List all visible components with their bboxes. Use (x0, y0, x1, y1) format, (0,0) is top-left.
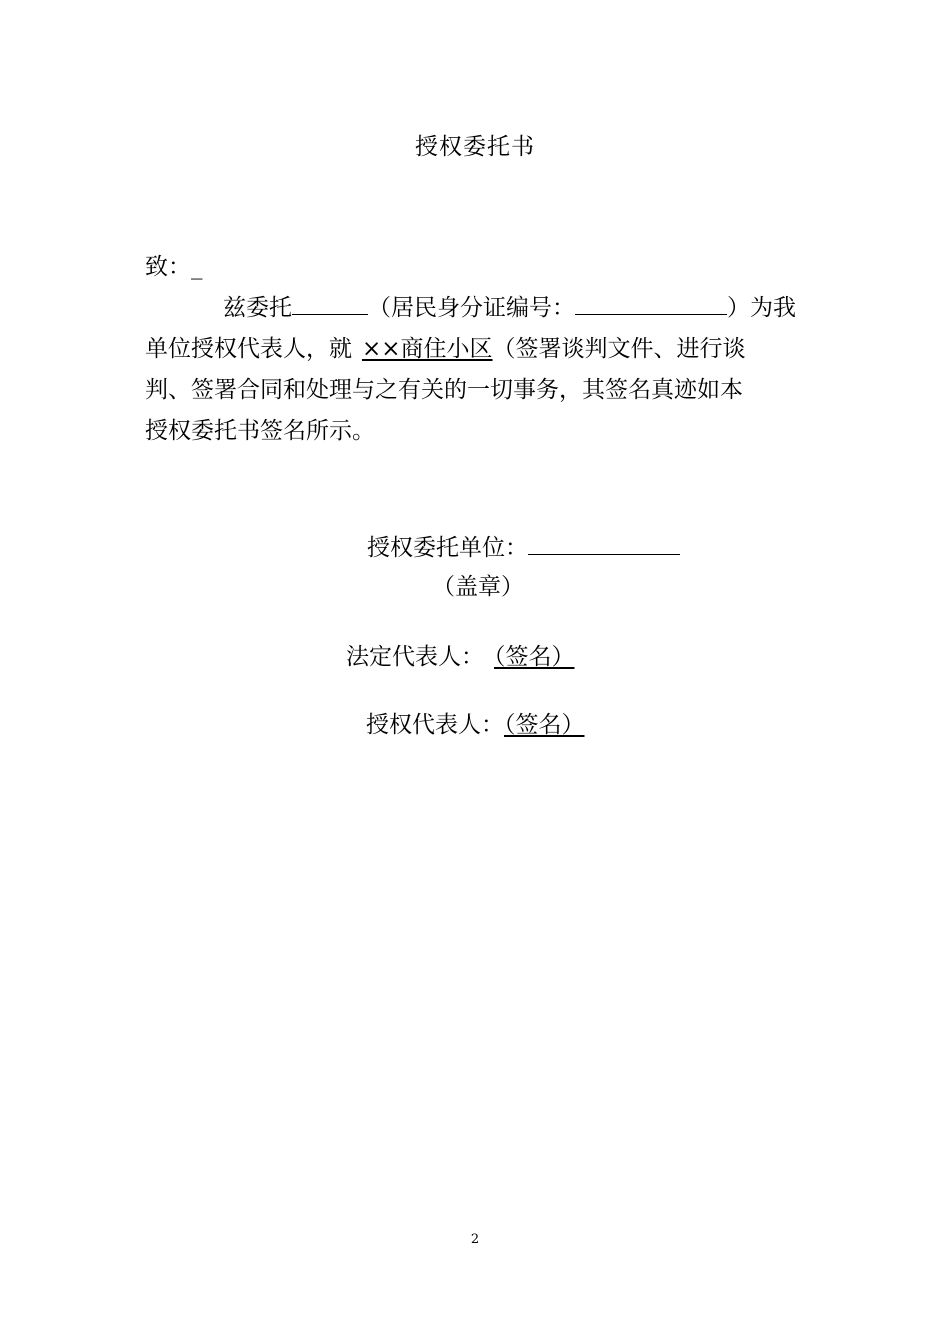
trustee-name-blank (292, 292, 368, 315)
authorized-representative-line (366, 706, 593, 739)
legal-representative-signature: （签名） (494, 644, 575, 670)
document-title: 授权委托书 (415, 134, 535, 160)
paragraph-line-2 (145, 329, 807, 370)
id-number-blank (575, 292, 727, 315)
authorized-representative-label: 授权代表人： (366, 712, 504, 738)
addressee-blank: _ (191, 254, 203, 280)
seal-note: （盖章） (432, 574, 524, 600)
legal-representative-line (346, 638, 657, 671)
authorized-representative-signature: （签名） (504, 712, 585, 738)
paragraph-line-4: 授权委托书签名所示。 (145, 418, 375, 444)
paragraph-text-1c: ）为我 (727, 295, 796, 321)
addressee-label: 致： (145, 254, 191, 280)
paragraph-text-2c: （签署谈判文件、进行谈 (492, 336, 746, 362)
id-number-label: （居民身分证编号： (368, 295, 575, 321)
authorizing-unit-blank (528, 532, 680, 555)
letter-body (145, 247, 807, 452)
project-name: ××商住小区 (362, 336, 493, 362)
paragraph-line-3: 判、签署合同和处理与之有关的一切事务，其签名真迹如本 (145, 377, 743, 403)
legal-representative-label: 法定代表人： (346, 644, 484, 670)
paragraph-text-2a: 单位授权代表人，就 (145, 336, 352, 362)
addressee-line (145, 247, 807, 288)
page-number: 2 (470, 1232, 480, 1247)
entrust-text: 兹委托 (223, 295, 292, 321)
paragraph-line-1 (145, 288, 807, 329)
authorizing-unit-line (367, 529, 680, 562)
authorizing-unit-label: 授权委托单位： (367, 535, 528, 561)
